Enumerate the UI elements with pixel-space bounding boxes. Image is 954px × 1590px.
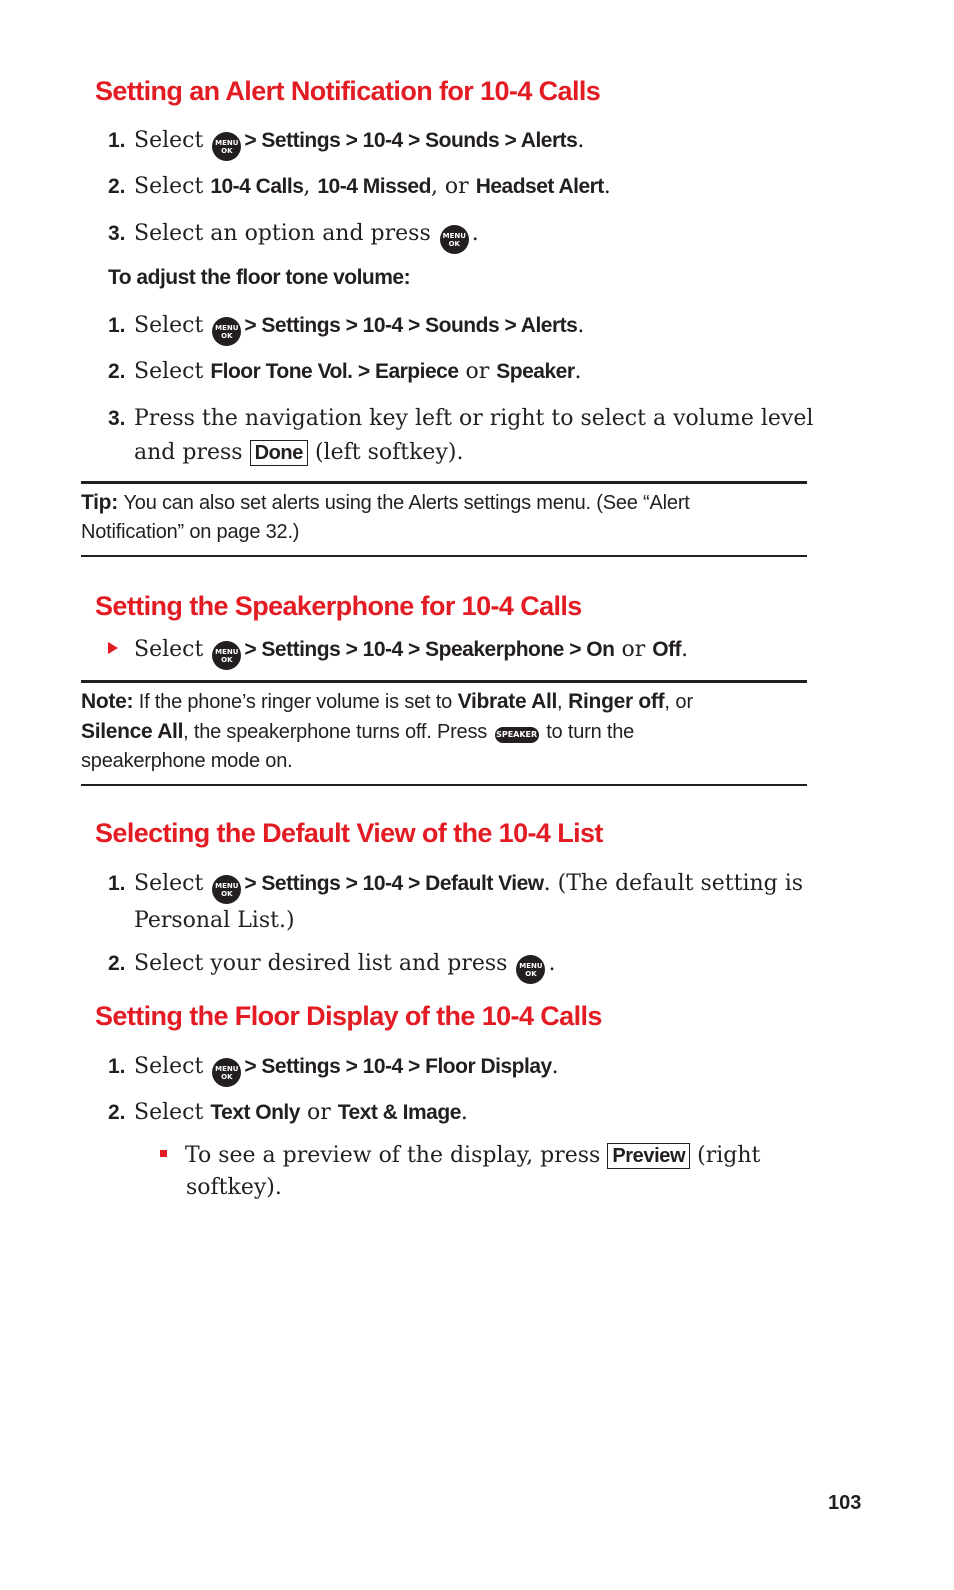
menu-ok-icon: MENU OK <box>212 641 241 670</box>
page-number: 103 <box>828 1492 862 1514</box>
default-view-step-1: 1. Select MENU OK > Settings > 10-4 > Default View. (The default setting is Personal List.) <box>108 871 804 933</box>
menu-ok-icon: MENU OK <box>440 225 469 254</box>
done-softkey-label: Done <box>250 440 308 466</box>
square-bullet-icon <box>160 1150 167 1157</box>
speakerphone-step: Select MENU OK > Settings > 10-4 > Speakerphone > On or Off. <box>108 633 688 670</box>
note-label: Note: <box>81 690 134 713</box>
alert-step-2: 2. Select 10-4 Calls, 10-4 Missed, or Headset Alert. <box>108 174 611 199</box>
preview-softkey-label: Preview <box>607 1143 690 1169</box>
floor-tone-step-3: 3. Press the navigation key left or right to select a volume level and press Done (left softkey). <box>108 406 814 465</box>
floor-tone-step-2: 2. Select Floor Tone Vol. > Earpiece or Speaker. <box>108 359 582 384</box>
section-title-speakerphone: Setting the Speakerphone for 10-4 Calls <box>95 591 582 621</box>
floor-display-step-1: 1. Select MENU OK > Settings > 10-4 > Floor Display. <box>108 1050 559 1087</box>
alert-step-1: 1. Select MENU OK > Settings > 10-4 > Sounds > Alerts. <box>108 124 584 161</box>
default-view-step-2: 2. Select your desired list and press MENU OK . <box>108 947 555 984</box>
tip-box: Tip: You can also set alerts using the Alerts settings menu. (See “Alert Notification” on page 32.) <box>81 481 807 557</box>
section-title-alert-notification: Setting an Alert Notification for 10-4 Calls <box>95 76 601 106</box>
menu-ok-icon: MENU OK <box>212 132 241 161</box>
menu-ok-icon: MENU OK <box>516 955 545 984</box>
triangle-bullet-icon <box>108 642 118 654</box>
menu-ok-icon: MENU OK <box>212 1058 241 1087</box>
menu-path: > Settings > 10-4 > Sounds > Alerts <box>244 129 578 152</box>
speaker-key-icon: SPEAKER <box>495 727 539 743</box>
menu-path: > Settings > 10-4 > Floor Display <box>244 1055 552 1078</box>
preview-bullet: To see a preview of the display, press Preview (right softkey). <box>160 1140 760 1204</box>
floor-display-step-2: 2. Select Text Only or Text & Image. <box>108 1100 468 1125</box>
menu-path: > Settings > 10-4 > Default View <box>244 872 544 895</box>
floor-tone-step-1: 1. Select MENU OK > Settings > 10-4 > Sounds > Alerts. <box>108 309 584 346</box>
section-title-default-view: Selecting the Default View of the 10-4 List <box>95 818 603 848</box>
note-box: Note: If the phone’s ringer volume is set to Vibrate All, Ringer off, or Silence All, the speakerphone turns off. Press SPEAKER to turn the speakerphone mode on. <box>81 680 807 786</box>
alert-step-3: 3. Select an option and press MENU OK . <box>108 217 479 254</box>
menu-ok-icon: MENU OK <box>212 317 241 346</box>
menu-path: > Settings > 10-4 > Speakerphone > On <box>244 638 615 661</box>
section-title-floor-display: Setting the Floor Display of the 10-4 Calls <box>95 1001 602 1031</box>
tip-label: Tip: <box>81 491 118 514</box>
floor-tone-sublabel: To adjust the floor tone volume: <box>108 266 411 289</box>
menu-ok-icon: MENU OK <box>212 875 241 904</box>
menu-path: > Settings > 10-4 > Sounds > Alerts <box>244 314 578 337</box>
